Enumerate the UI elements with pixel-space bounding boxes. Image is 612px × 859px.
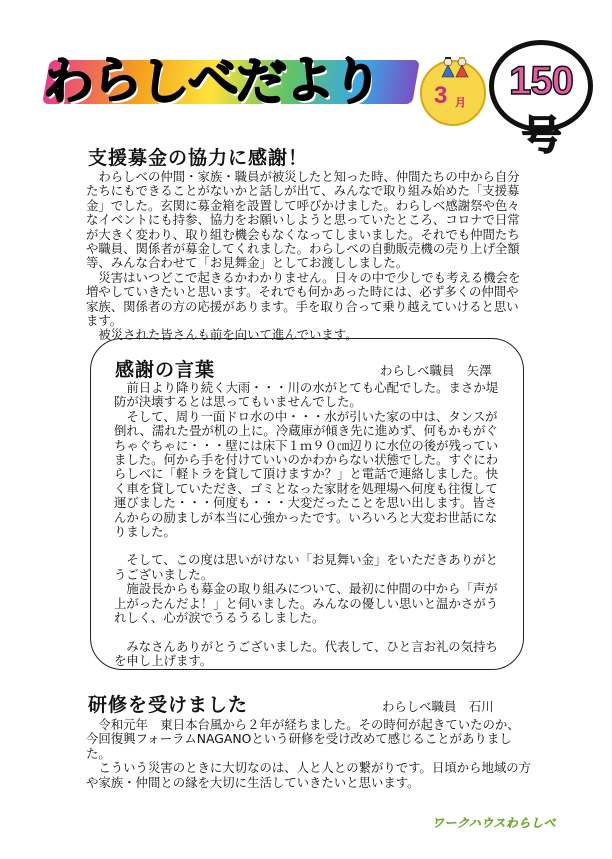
title-glyph: ら	[90, 49, 142, 111]
section1-paragraph: わらしべの仲間・家族・職員が被災したと知った時、仲間たちの中から自分たちにもできることがないかと話しが出て、みんなで取り組み始めた「支援募金」でした。玄関に募金箱を設置して呼びかけました。わらしべ感謝祭や色々なイベントにも持参、協力をお願いしようと思っていたところ、コロナで日常が大きく変わり、取り組む機会もなくなってしまいました。それでも仲間たちや職員、関係者が募金してくれました。わらしべの自動販売機の売り上げ全額等、みんな合わせて「お見舞金」としてお渡ししました。	[86, 169, 520, 271]
section1-paragraph: 被災された皆さんも前を向いて進んでいます。	[98, 327, 358, 343]
section3-body	[86, 718, 532, 790]
section1-paragraph: 災害はいつどこで起きるかわかりません。日々の中で少しでも考える機会を増やしていきたいと思います。それでも何かあった時には、必ず多くの仲間や家族、関係者の方の応援があります。手を取り合って乗り越えていけると思います。	[86, 269, 521, 329]
section2-title: 感謝の言葉	[115, 359, 216, 381]
month-unit: 月	[455, 96, 466, 109]
section2-paragraph: みなさんありがとうございました。代表して、ひと言お礼の気持ちを申し上げます。	[114, 638, 498, 668]
month-number: 3	[434, 82, 448, 109]
masthead	[28, 44, 428, 128]
newsletter-title	[41, 49, 382, 113]
section3-paragraph: 令和元年 東日本台風から２年が経ちました。その時何が起きていたのか、今回復興フォーラムNAGANOという研修を受け改めて感じることがありました。	[86, 717, 520, 761]
section3-byline: わらしべ職員 石川	[382, 699, 494, 714]
month-badge	[420, 60, 486, 126]
title-glyph: し	[137, 51, 190, 113]
section3-paragraph: こういう災害のときに大切なのは、人と人との繋がりです。日頃から地域の方や家族・仲間との縁を大切に生活していきたいと思います。	[86, 760, 532, 790]
section1-body	[86, 170, 528, 343]
section2-paragraph: そして、周り一面ドロ水の中・・・水が引いた家の中は、タンスが倒れ、濡れた畳が机の上に。冷蔵庫が傾き先に進めず、何もかもがぐちゃぐちゃに・・・壁には床下１ｍ９０㎝辺りに水位の後が残っていました。何から手を付けていいのかわからない状態でした。すぐにわらしべに「軽トラを貸して頂けますか？」と電話で連絡しました。快く車を貸していただき、ゴミとなった家財を処理場へ何度も往復して運びました・・・何度も・・・大変だったことを思い出します。皆さんからの励ましが本当に心強かったです。いろいろと大変お世話になりました。	[114, 408, 499, 540]
section3-title: 研修を受けました	[88, 694, 249, 716]
title-glyph: り	[329, 51, 382, 113]
section1-title: 支援募金の協力に感謝！	[88, 147, 309, 169]
issue-number-badge	[489, 40, 593, 158]
section2-paragraph: そして、この度は思いがけない「お見舞い金」をいただきありがとうございました。	[114, 552, 498, 582]
section2-body	[114, 381, 504, 668]
brand-logo-text: ワークハウスわらしべ	[432, 816, 556, 830]
title-glyph: わ	[41, 51, 94, 113]
section2-paragraph: 施設長からも募金の取り組みについて、最初に仲間の中から「声が上がったんだよ！」と伺いました。みんなの優しい思いと温かさがうれしく、心が涙でうるうるしました。	[114, 581, 499, 626]
section2-paragraph: 前日より降り続く大雨・・・川の水がとても心配でした。まさか堤防が決壊するとは思ってもいませんでした。	[114, 380, 499, 410]
title-glyph: べ	[186, 49, 238, 111]
section2-byline: わらしべ職員 矢澤	[380, 363, 492, 378]
title-glyph: だ	[233, 51, 286, 113]
issue-number: 150号	[509, 59, 573, 158]
hina-dolls-icon	[440, 56, 470, 78]
title-glyph: よ	[282, 49, 334, 111]
